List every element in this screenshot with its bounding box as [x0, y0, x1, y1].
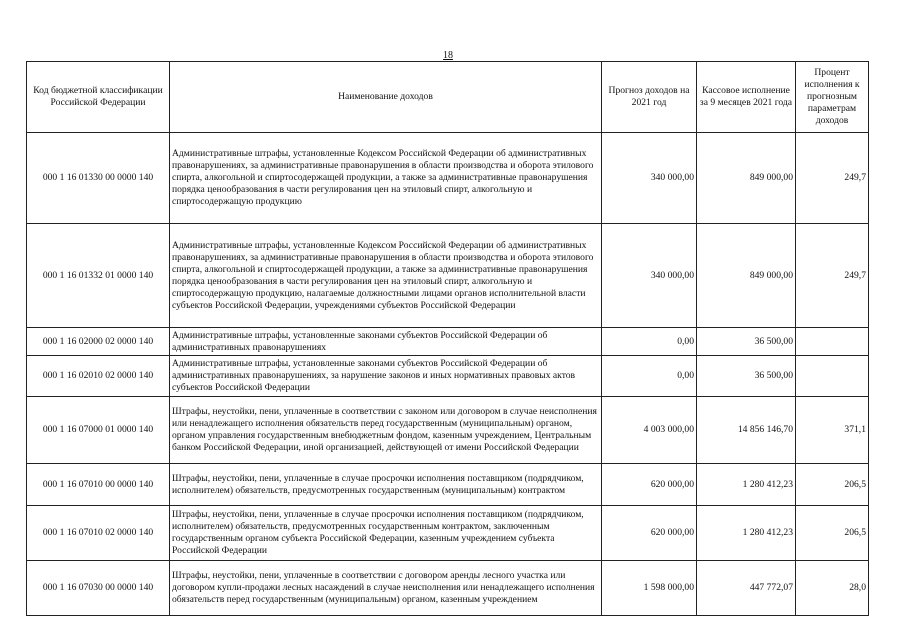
row-name: Штрафы, неустойки, пени, уплаченные в случае просрочки исполнения поставщиком (подрядчиком, исполнителем) обязательств, предусмотренных государственным (муниципальным) контрактом — [170, 464, 602, 506]
table-row — [27, 133, 869, 224]
row-forecast: 340 000,00 — [602, 133, 697, 224]
row-forecast: 1 598 000,00 — [602, 561, 697, 616]
row-code: 000 1 16 02000 02 0000 140 — [27, 328, 170, 356]
row-forecast: 0,00 — [602, 356, 697, 397]
row-forecast: 4 003 000,00 — [602, 397, 697, 464]
row-name: Административные штрафы, установленные Кодексом Российской Федерации об административных правонарушениях, за административные правонарушения в области производства и оборота этилового спирта, алкогольной и спиртосодержащей продукции, а также за административные правонарушения порядка ценообразования в части регулирования цен на этиловый спирт, алкогольную и спиртосодержащую продукцию — [170, 133, 602, 224]
row-forecast: 620 000,00 — [602, 506, 697, 561]
table-row — [27, 561, 869, 616]
header-name: Наименование доходов — [170, 62, 602, 133]
row-executed: 1 280 412,23 — [697, 464, 796, 506]
row-percent: 371,1 — [796, 397, 869, 464]
table-row — [27, 506, 869, 561]
row-name: Административные штрафы, установленные законами субъектов Российской Федерации об административных правонарушениях — [170, 328, 602, 356]
table-header-row — [27, 62, 869, 133]
row-name: Штрафы, неустойки, пени, уплаченные в случае просрочки исполнения поставщиком (подрядчиком, исполнителем) обязательств, предусмотренных государственным контрактом, заключенным государственным органом субъекта Российской Федерации, казенным учреждением субъекта Российской Федерации — [170, 506, 602, 561]
row-forecast: 620 000,00 — [602, 464, 697, 506]
table-row — [27, 328, 869, 356]
row-code: 000 1 16 01330 00 0000 140 — [27, 133, 170, 224]
header-executed: Кассовое исполнение за 9 месяцев 2021 года — [697, 62, 796, 133]
row-percent — [796, 356, 869, 397]
row-executed: 36 500,00 — [697, 328, 796, 356]
row-percent: 28,0 — [796, 561, 869, 616]
row-percent: 249,7 — [796, 133, 869, 224]
row-executed: 1 280 412,23 — [697, 506, 796, 561]
table-row — [27, 397, 869, 464]
page-number: 18 — [443, 50, 453, 61]
header-forecast: Прогноз доходов на 2021 год — [602, 62, 697, 133]
header-code: Код бюджетной классификации Российской Федерации — [27, 62, 170, 133]
row-name: Административные штрафы, установленные законами субъектов Российской Федерации об административных правонарушениях, за нарушение законов и иных нормативных правовых актов субъектов Российской Федерации — [170, 356, 602, 397]
row-executed: 14 856 146,70 — [697, 397, 796, 464]
row-percent: 206,5 — [796, 506, 869, 561]
row-code: 000 1 16 07030 00 0000 140 — [27, 561, 170, 616]
table-row — [27, 224, 869, 328]
row-executed: 36 500,00 — [697, 356, 796, 397]
row-name: Административные штрафы, установленные Кодексом Российской Федерации об административных правонарушениях, за административные правонарушения в области производства и оборота этилового спирта, алкогольной и спиртосодержащей продукции, а также за административные правонарушения порядка ценообразования в части регулирования цен на этиловый спирт, алкогольную и спиртосодержащую продукцию, налагаемые должностными лицами органов исполнительной власти субъектов Российской Федерации, учреждениями субъектов Российской Федерации — [170, 224, 602, 328]
row-executed: 849 000,00 — [697, 133, 796, 224]
row-executed: 849 000,00 — [697, 224, 796, 328]
row-code: 000 1 16 07010 02 0000 140 — [27, 506, 170, 561]
row-code: 000 1 16 02010 02 0000 140 — [27, 356, 170, 397]
row-code: 000 1 16 01332 01 0000 140 — [27, 224, 170, 328]
table-row — [27, 356, 869, 397]
row-forecast: 0,00 — [602, 328, 697, 356]
row-executed: 447 772,07 — [697, 561, 796, 616]
row-percent: 206,5 — [796, 464, 869, 506]
row-name: Штрафы, неустойки, пени, уплаченные в соответствии с законом или договором в случае неисполнения или ненадлежащего исполнения обязательств перед государственным (муниципальным) органом, органом управления государственным внебюджетным фондом, казенным учреждением, Центральным банком Российской Федерации, иной организацией, действующей от имени Российской Федерации — [170, 397, 602, 464]
table-row — [27, 464, 869, 506]
row-name: Штрафы, неустойки, пени, уплаченные в соответствии с договором аренды лесного участка или договором купли-продажи лесных насаждений в случае неисполнения или ненадлежащего исполнения обязательств перед государственным (муниципальным) органом, казенным учреждением — [170, 561, 602, 616]
row-forecast: 340 000,00 — [602, 224, 697, 328]
row-code: 000 1 16 07000 01 0000 140 — [27, 397, 170, 464]
row-percent: 249,7 — [796, 224, 869, 328]
row-percent — [796, 328, 869, 356]
row-code: 000 1 16 07010 00 0000 140 — [27, 464, 170, 506]
income-table — [26, 61, 869, 616]
header-percent: Процент исполнения к прогнозным параметрам доходов — [796, 62, 869, 133]
